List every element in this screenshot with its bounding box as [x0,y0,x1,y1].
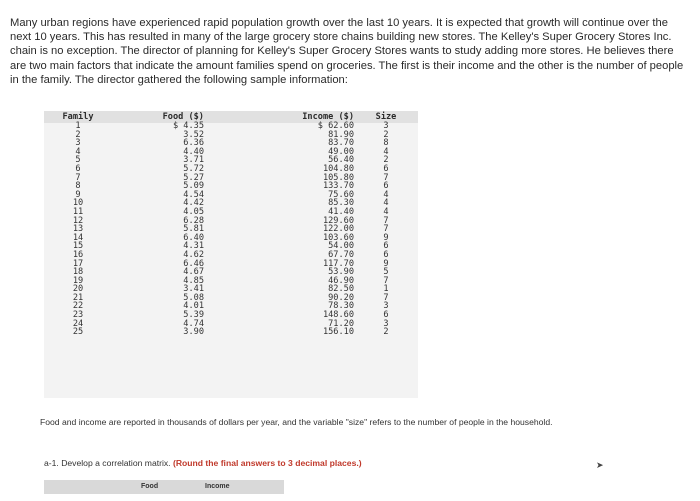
cell-size: 6 [383,310,389,321]
cell-family: 21 [72,292,84,303]
cell-income: 78.30 [328,301,354,312]
cell-size: 6 [383,249,389,260]
cell-size: 3 [383,318,389,329]
cell-family: 9 [75,189,81,200]
cell-family: 5 [75,155,81,166]
cell-size: 4 [383,198,389,209]
data-table [44,111,418,337]
cell-size: 7 [383,292,389,303]
cell-income: 41.40 [328,206,354,217]
cell-income: 49.00 [328,146,354,157]
table-row [44,328,418,337]
cell-income: 53.90 [328,267,354,278]
correlation-matrix-header [44,480,284,494]
cell-income: 122.00 [322,224,354,235]
cell-family: 24 [72,318,84,329]
table-row [44,268,418,277]
table-row [44,182,418,191]
cell-size: 2 [383,155,389,166]
header-family: Family [62,112,94,123]
cell-family: 10 [72,198,84,209]
cell-income: 67.70 [328,249,354,260]
header-income: Income ($) [302,112,354,123]
table-row [44,148,418,157]
cell-size: 2 [383,327,389,338]
cell-size: 7 [383,172,389,183]
cell-family: 16 [72,249,84,260]
matrix-header-food: Food [141,483,159,490]
cell-size: 7 [383,215,389,226]
cell-family: 11 [72,206,84,217]
cell-family: 7 [75,172,81,183]
table-row [44,191,418,200]
cell-income: 103.60 [322,232,354,243]
cell-family: 18 [72,267,84,278]
cell-size: 3 [383,301,389,312]
cell-food: 4.67 [183,267,204,278]
table-row [44,199,418,208]
cell-income: 81.90 [328,129,354,140]
table-row [44,251,418,260]
mouse-cursor-icon: ➤ [596,460,604,470]
cell-size: 4 [383,206,389,217]
cell-food: 4.40 [183,146,204,157]
cell-size: 2 [383,129,389,140]
cell-income: 56.40 [328,155,354,166]
cell-family: 23 [72,310,84,321]
table-row [44,225,418,234]
cell-income: 54.00 [328,241,354,252]
cell-income: 133.70 [322,181,354,192]
cell-size: 6 [383,163,389,174]
cell-income: 129.60 [322,215,354,226]
cell-family: 4 [75,146,81,157]
cell-food: 3.52 [183,129,204,140]
cell-food: 4.62 [183,249,204,260]
table-row [44,260,418,269]
cell-income: 85.30 [328,198,354,209]
table-row [44,156,418,165]
cell-income: 46.90 [328,275,354,286]
cell-family: 2 [75,129,81,140]
cell-food: $ 4.35 [172,121,204,131]
table-row [44,131,418,140]
cell-family: 17 [72,258,84,269]
cell-income: 105.80 [322,172,354,183]
cell-family: 25 [72,327,84,338]
cell-food: 6.28 [183,215,204,226]
cell-income: 148.60 [322,310,354,321]
units-note: Food and income are reported in thousands of dollars per year, and the variable "size" refers to the number of people in the household. [40,417,553,427]
table-row [44,165,418,174]
table-row [44,277,418,286]
cell-size: 7 [383,224,389,235]
cell-food: 5.27 [183,172,204,183]
cell-income: 75.60 [328,189,354,200]
cell-income: 90.20 [328,292,354,303]
cell-family: 3 [75,138,81,149]
cell-family: 12 [72,215,84,226]
cell-family: 14 [72,232,84,243]
cell-family: 20 [72,284,84,295]
question-a1-text: a-1. Develop a correlation matrix. [44,458,171,468]
cell-income: 83.70 [328,138,354,149]
cell-food: 3.41 [183,284,204,295]
table-row [44,302,418,311]
table-row [44,285,418,294]
table-body [44,122,418,337]
cell-family: 15 [72,241,84,252]
cell-income: 82.50 [328,284,354,295]
table-row [44,139,418,148]
cell-food: 5.72 [183,163,204,174]
table-row [44,242,418,251]
cell-size: 5 [383,267,389,278]
matrix-header-income: Income [205,483,230,490]
rounding-instruction: (Round the final answers to 3 decimal places.) [172,458,362,468]
cell-food: 5.81 [183,224,204,235]
cell-income: 104.80 [322,163,354,174]
table-row [44,208,418,217]
cell-size: 9 [383,232,389,243]
cell-size: 9 [383,258,389,269]
cell-size: 6 [383,241,389,252]
cell-food: 4.05 [183,206,204,217]
table-row [44,311,418,320]
cell-food: 6.46 [183,258,204,269]
question-a1 [44,458,362,468]
cell-family: 13 [72,224,84,235]
table-row [44,294,418,303]
table-row [44,122,418,131]
table-row [44,234,418,243]
table-row [44,320,418,329]
table-row [44,217,418,226]
cell-food: 4.85 [183,275,204,286]
cell-income: 71.20 [328,318,354,329]
cell-family: 6 [75,163,81,174]
cell-food: 4.31 [183,241,204,252]
cell-family: 22 [72,301,84,312]
table-row [44,174,418,183]
cell-food: 5.08 [183,292,204,303]
cell-size: 8 [383,138,389,149]
cell-food: 3.71 [183,155,204,166]
cell-food: 4.74 [183,318,204,329]
cell-income: 156.10 [322,327,354,338]
cell-family: 8 [75,181,81,192]
cell-food: 6.40 [183,232,204,243]
cell-food: 5.09 [183,181,204,192]
cell-income: 117.70 [322,258,354,269]
cell-income: $ 62.60 [317,121,354,131]
cell-size: 3 [383,121,389,131]
cell-size: 6 [383,181,389,192]
cell-food: 5.39 [183,310,204,321]
cell-food: 4.42 [183,198,204,209]
table-header-row [44,111,418,122]
cell-family: 19 [72,275,84,286]
cell-family: 1 [75,121,81,131]
cell-food: 4.54 [183,189,204,200]
cell-food: 3.90 [183,327,204,338]
cell-food: 4.01 [183,301,204,312]
problem-intro: Many urban regions have experienced rapid population growth over the last 10 years. It is expected that growth will continue over the next 10 years. This has resulted in many of the large grocery store chains building new stores. The Kelley's Super Grocery Stores Inc. chain is no exception. The director of planning for Kelley's Super Grocery Stores wants to study adding more stores. He believes there are two main factors that indicate the amount families spend on groceries. The first is their income and the other is the number of people in the family. The director gathered the following sample information: [10,17,684,86]
cell-size: 7 [383,275,389,286]
cell-food: 6.36 [183,138,204,149]
cell-size: 1 [383,284,389,295]
cell-size: 4 [383,189,389,200]
cell-size: 4 [383,146,389,157]
header-food: Food ($) [162,112,204,123]
header-size: Size [375,112,397,123]
